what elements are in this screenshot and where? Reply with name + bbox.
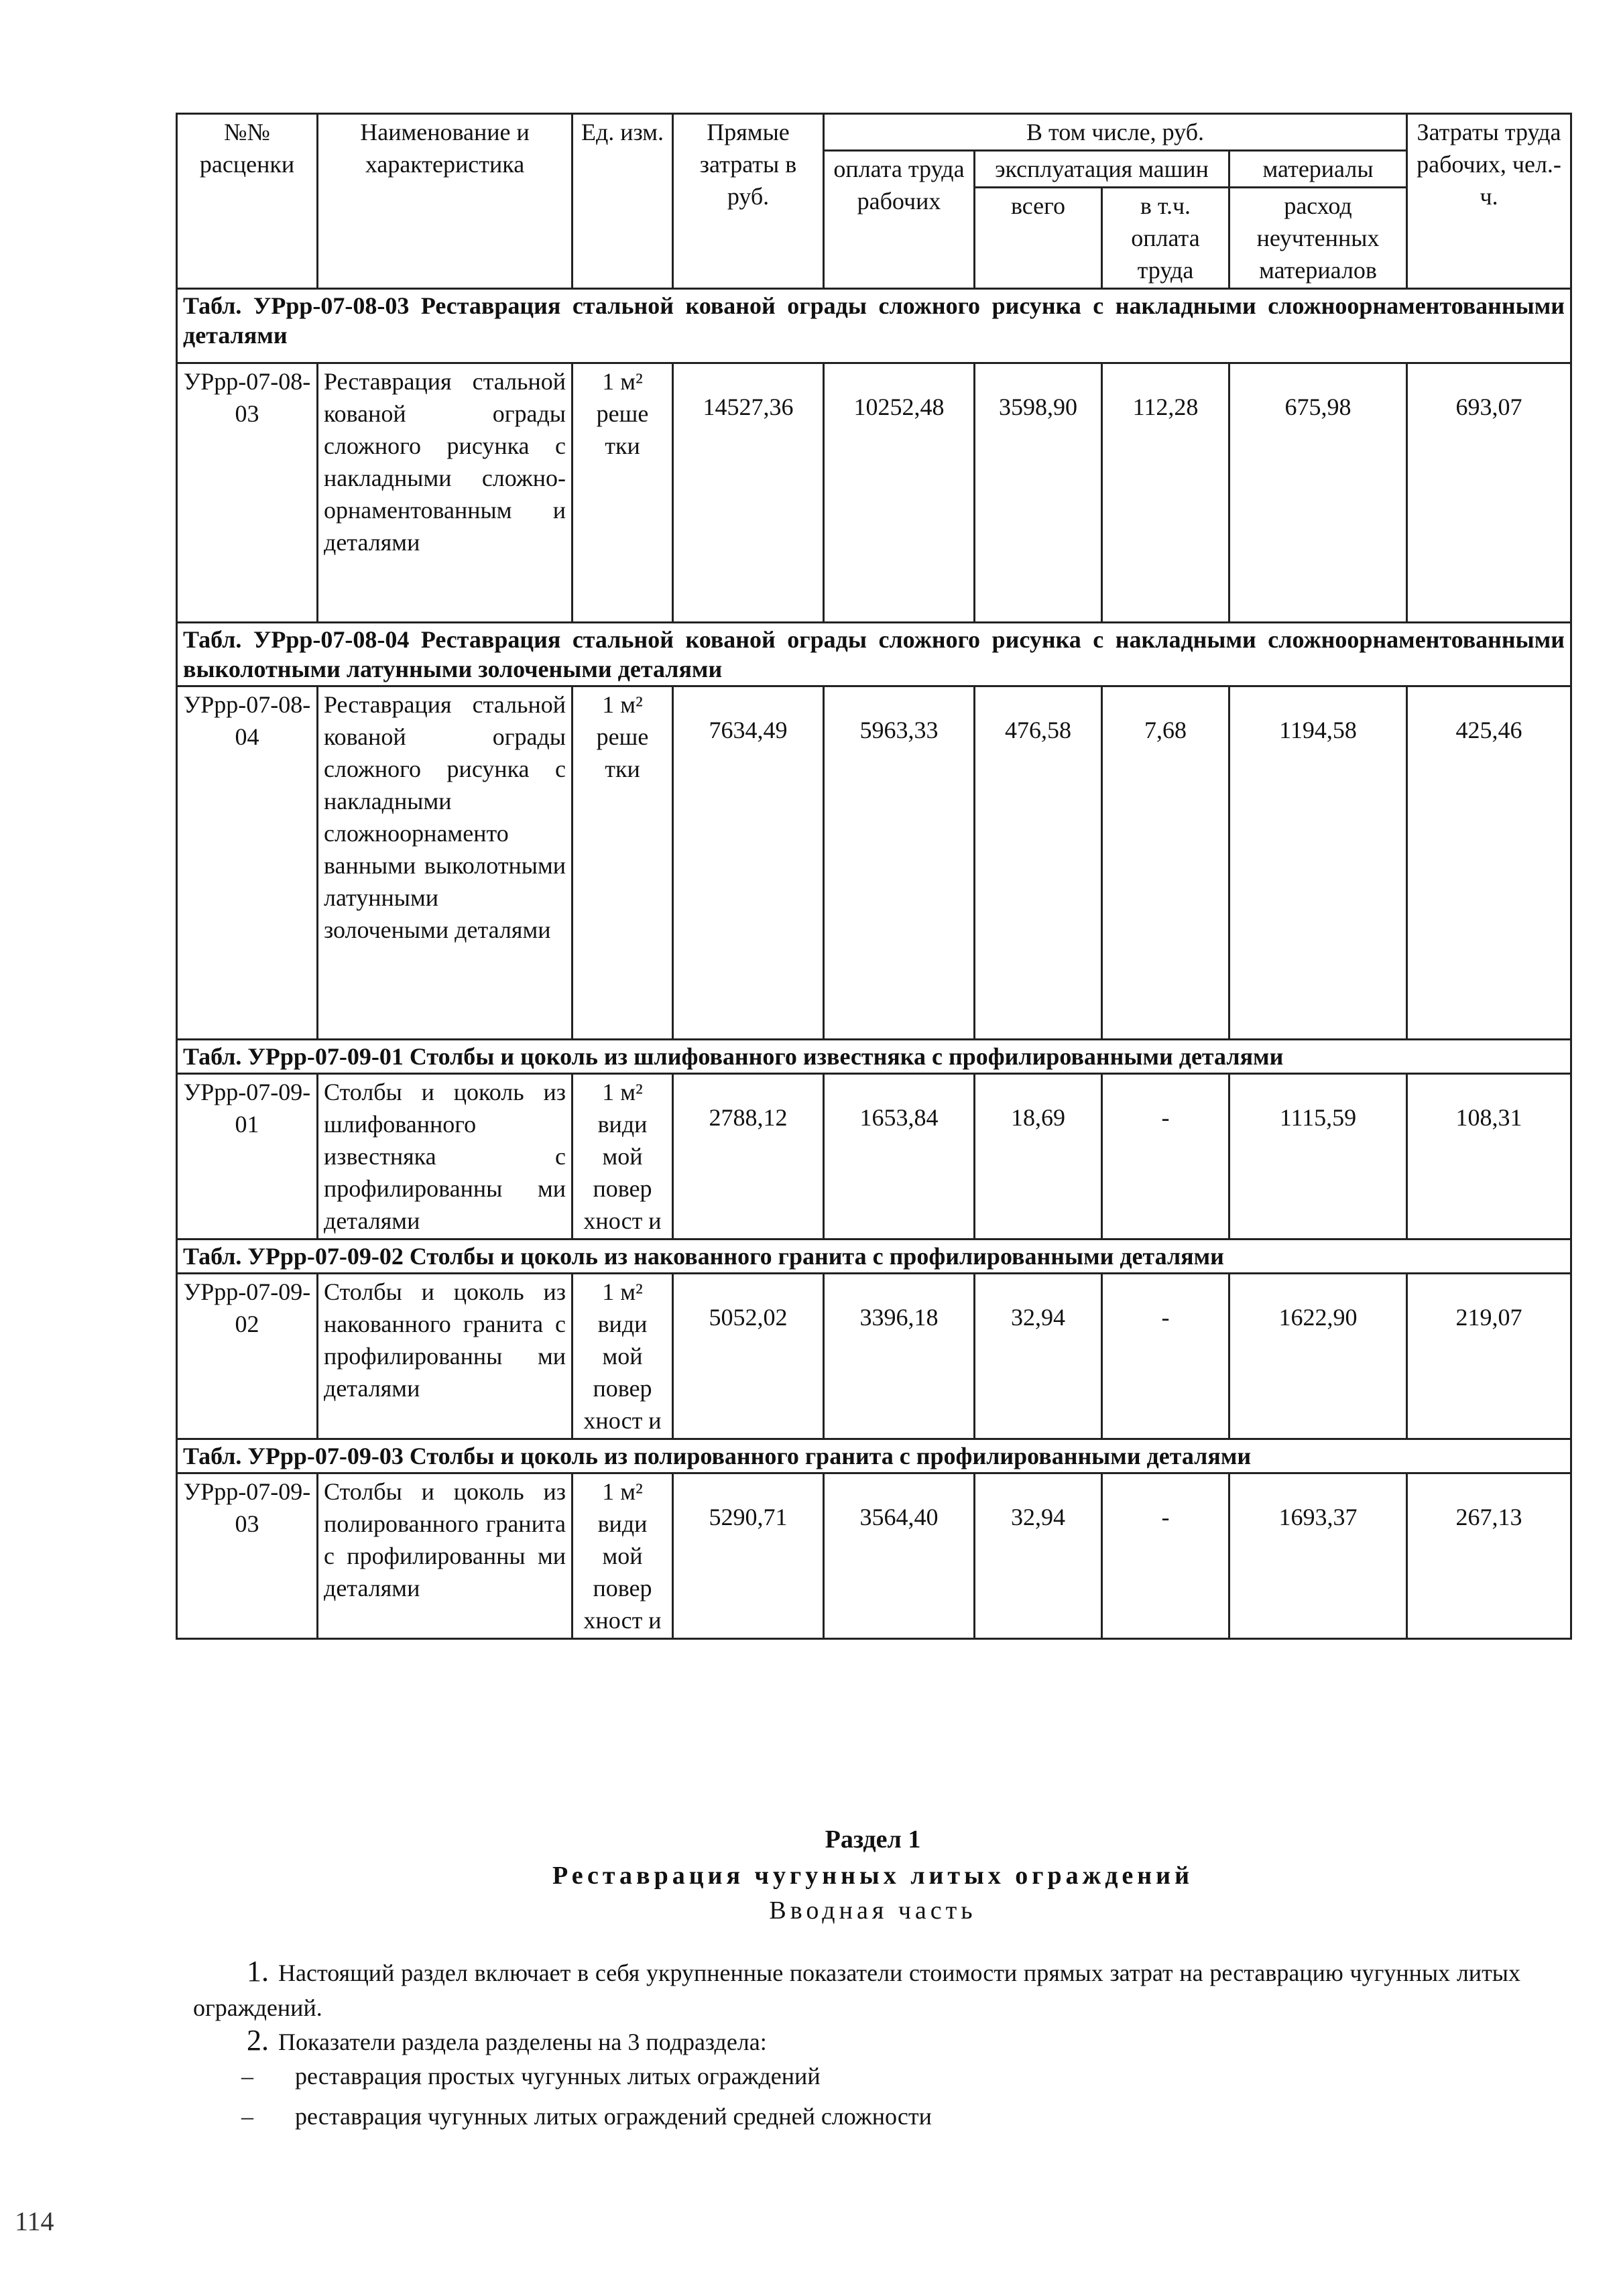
row-machines-total: 476,58 <box>975 686 1102 1040</box>
row-materials: 1622,90 <box>1229 1274 1407 1439</box>
paragraph-number: 2. <box>247 2024 269 2057</box>
table-row <box>177 686 1571 1040</box>
header-code: №№ расценки <box>177 114 318 289</box>
header-materials-unaccounted: расход неучтенных материалов <box>1229 188 1407 289</box>
row-labor-pay: 3396,18 <box>824 1274 975 1439</box>
row-code: УРрр-07-08-03 <box>177 363 318 623</box>
header-labor-pay: оплата труда рабочих <box>824 151 975 289</box>
header-unit: Ед. изм. <box>573 114 673 289</box>
table-row <box>177 1274 1571 1439</box>
header-direct-costs: Прямые затраты в руб. <box>673 114 824 289</box>
header-including: В том числе, руб. <box>824 114 1407 151</box>
row-unit: 1 м² реше тки <box>573 363 673 623</box>
row-machines-pay: - <box>1102 1074 1229 1240</box>
row-code: УРрр-07-08-04 <box>177 686 318 1040</box>
row-machines-total: 32,94 <box>975 1274 1102 1439</box>
table-section-title <box>177 1439 1571 1473</box>
paragraph-number: 1. <box>247 1955 269 1988</box>
row-direct: 14527,36 <box>673 363 824 623</box>
header-machines-pay: в т.ч. оплата труда <box>1102 188 1229 289</box>
list-item <box>241 2102 932 2130</box>
row-labor-hours: 219,07 <box>1407 1274 1571 1439</box>
row-unit: 1 м² реше тки <box>573 686 673 1040</box>
row-machines-pay: - <box>1102 1274 1229 1439</box>
row-direct: 2788,12 <box>673 1074 824 1240</box>
list-item <box>241 2062 821 2090</box>
table-row <box>177 1473 1571 1639</box>
table-section-title <box>177 1240 1571 1274</box>
table-section-title <box>177 289 1571 363</box>
row-materials: 1115,59 <box>1229 1074 1407 1240</box>
row-machines-total: 32,94 <box>975 1473 1102 1639</box>
section-title-text: Табл. УРрр-07-08-04 Реставрация стальной кованой ограды сложного рисунка с накладными сложноорнаментованными выколотными латунными золочеными деталями <box>177 623 1571 686</box>
section-heading-intro: Вводная часть <box>769 1896 977 1925</box>
row-name: Реставрация стальной кованой ограды сложного рисунка с накладными сложно-орнаментованным и деталями <box>318 363 573 623</box>
table-row <box>177 1074 1571 1240</box>
paragraph-text: Настоящий раздел включает в себя укрупненные показатели стоимости прямых затрат на реставрацию чугунных литых ограждений. <box>193 1959 1520 2021</box>
paragraph-2 <box>247 2023 1574 2059</box>
row-labor-hours: 108,31 <box>1407 1074 1571 1240</box>
row-labor-hours: 267,13 <box>1407 1473 1571 1639</box>
row-labor-pay: 5963,33 <box>824 686 975 1040</box>
row-direct: 5052,02 <box>673 1274 824 1439</box>
price-table <box>176 113 1572 1640</box>
row-unit: 1 м² види мой повер хност и <box>573 1473 673 1639</box>
row-labor-pay: 1653,84 <box>824 1074 975 1240</box>
bullet-dash: – <box>241 2063 253 2090</box>
row-machines-total: 3598,90 <box>975 363 1102 623</box>
row-machines-pay: 112,28 <box>1102 363 1229 623</box>
row-name: Реставрация стальной кованой ограды сложного рисунка с накладными сложноорнаменто ванными выколотными латунными золочеными деталями <box>318 686 573 1040</box>
row-materials: 1194,58 <box>1229 686 1407 1040</box>
section-title-text: Табл. УРрр-07-08-03 Реставрация стальной кованой ограды сложного рисунка с накладными сложноорнаментованными деталями <box>177 289 1571 363</box>
section-heading-subtitle: Реставрация чугунных литых ограждений <box>552 1862 1193 1890</box>
table-row <box>177 363 1571 623</box>
row-machines-pay: - <box>1102 1473 1229 1639</box>
row-code: УРрр-07-09-03 <box>177 1473 318 1639</box>
row-labor-hours: 425,46 <box>1407 686 1571 1040</box>
row-labor-hours: 693,07 <box>1407 363 1571 623</box>
bullet-dash: – <box>241 2103 253 2130</box>
header-labor-hours: Затраты труда рабочих, чел.-ч. <box>1407 114 1571 289</box>
list-item-text: реставрация чугунных литых ограждений средней сложности <box>295 2103 932 2130</box>
row-code: УРрр-07-09-01 <box>177 1074 318 1240</box>
row-name: Столбы и цоколь из шлифованного известняка с профилированны ми деталями <box>318 1074 573 1240</box>
row-unit: 1 м² види мой повер хност и <box>573 1274 673 1439</box>
list-item-text: реставрация простых чугунных литых ограждений <box>295 2063 821 2090</box>
table-section-title <box>177 1040 1571 1074</box>
header-machines: эксплуатация машин <box>975 151 1229 188</box>
row-materials: 1693,37 <box>1229 1473 1407 1639</box>
section-title-text: Табл. УРрр-07-09-02 Столбы и цоколь из накованного гранита с профилированными деталями <box>177 1240 1571 1274</box>
paragraph-text: Показатели раздела разделены на 3 подраздела: <box>278 2029 767 2055</box>
row-code: УРрр-07-09-02 <box>177 1274 318 1439</box>
row-labor-pay: 10252,48 <box>824 363 975 623</box>
section-heading-title: Раздел 1 <box>825 1825 921 1854</box>
row-name: Столбы и цоколь из полированного гранита с профилированны ми деталями <box>318 1473 573 1639</box>
header-name: Наименование и характеристика <box>318 114 573 289</box>
header-machines-total: всего <box>975 188 1102 289</box>
table-section-title <box>177 623 1571 686</box>
paragraph-1 <box>193 1954 1520 2025</box>
row-direct: 7634,49 <box>673 686 824 1040</box>
row-machines-total: 18,69 <box>975 1074 1102 1240</box>
header-materials: материалы <box>1229 151 1407 188</box>
row-unit: 1 м² види мой повер хност и <box>573 1074 673 1240</box>
page-number: 114 <box>15 2206 54 2236</box>
row-machines-pay: 7,68 <box>1102 686 1229 1040</box>
row-labor-pay: 3564,40 <box>824 1473 975 1639</box>
section-title-text: Табл. УРрр-07-09-03 Столбы и цоколь из полированного гранита с профилированными деталями <box>177 1439 1571 1473</box>
row-direct: 5290,71 <box>673 1473 824 1639</box>
section-title-text: Табл. УРрр-07-09-01 Столбы и цоколь из шлифованного известняка с профилированными деталями <box>177 1040 1571 1074</box>
row-name: Столбы и цоколь из накованного гранита с профилированны ми деталями <box>318 1274 573 1439</box>
row-materials: 675,98 <box>1229 363 1407 623</box>
